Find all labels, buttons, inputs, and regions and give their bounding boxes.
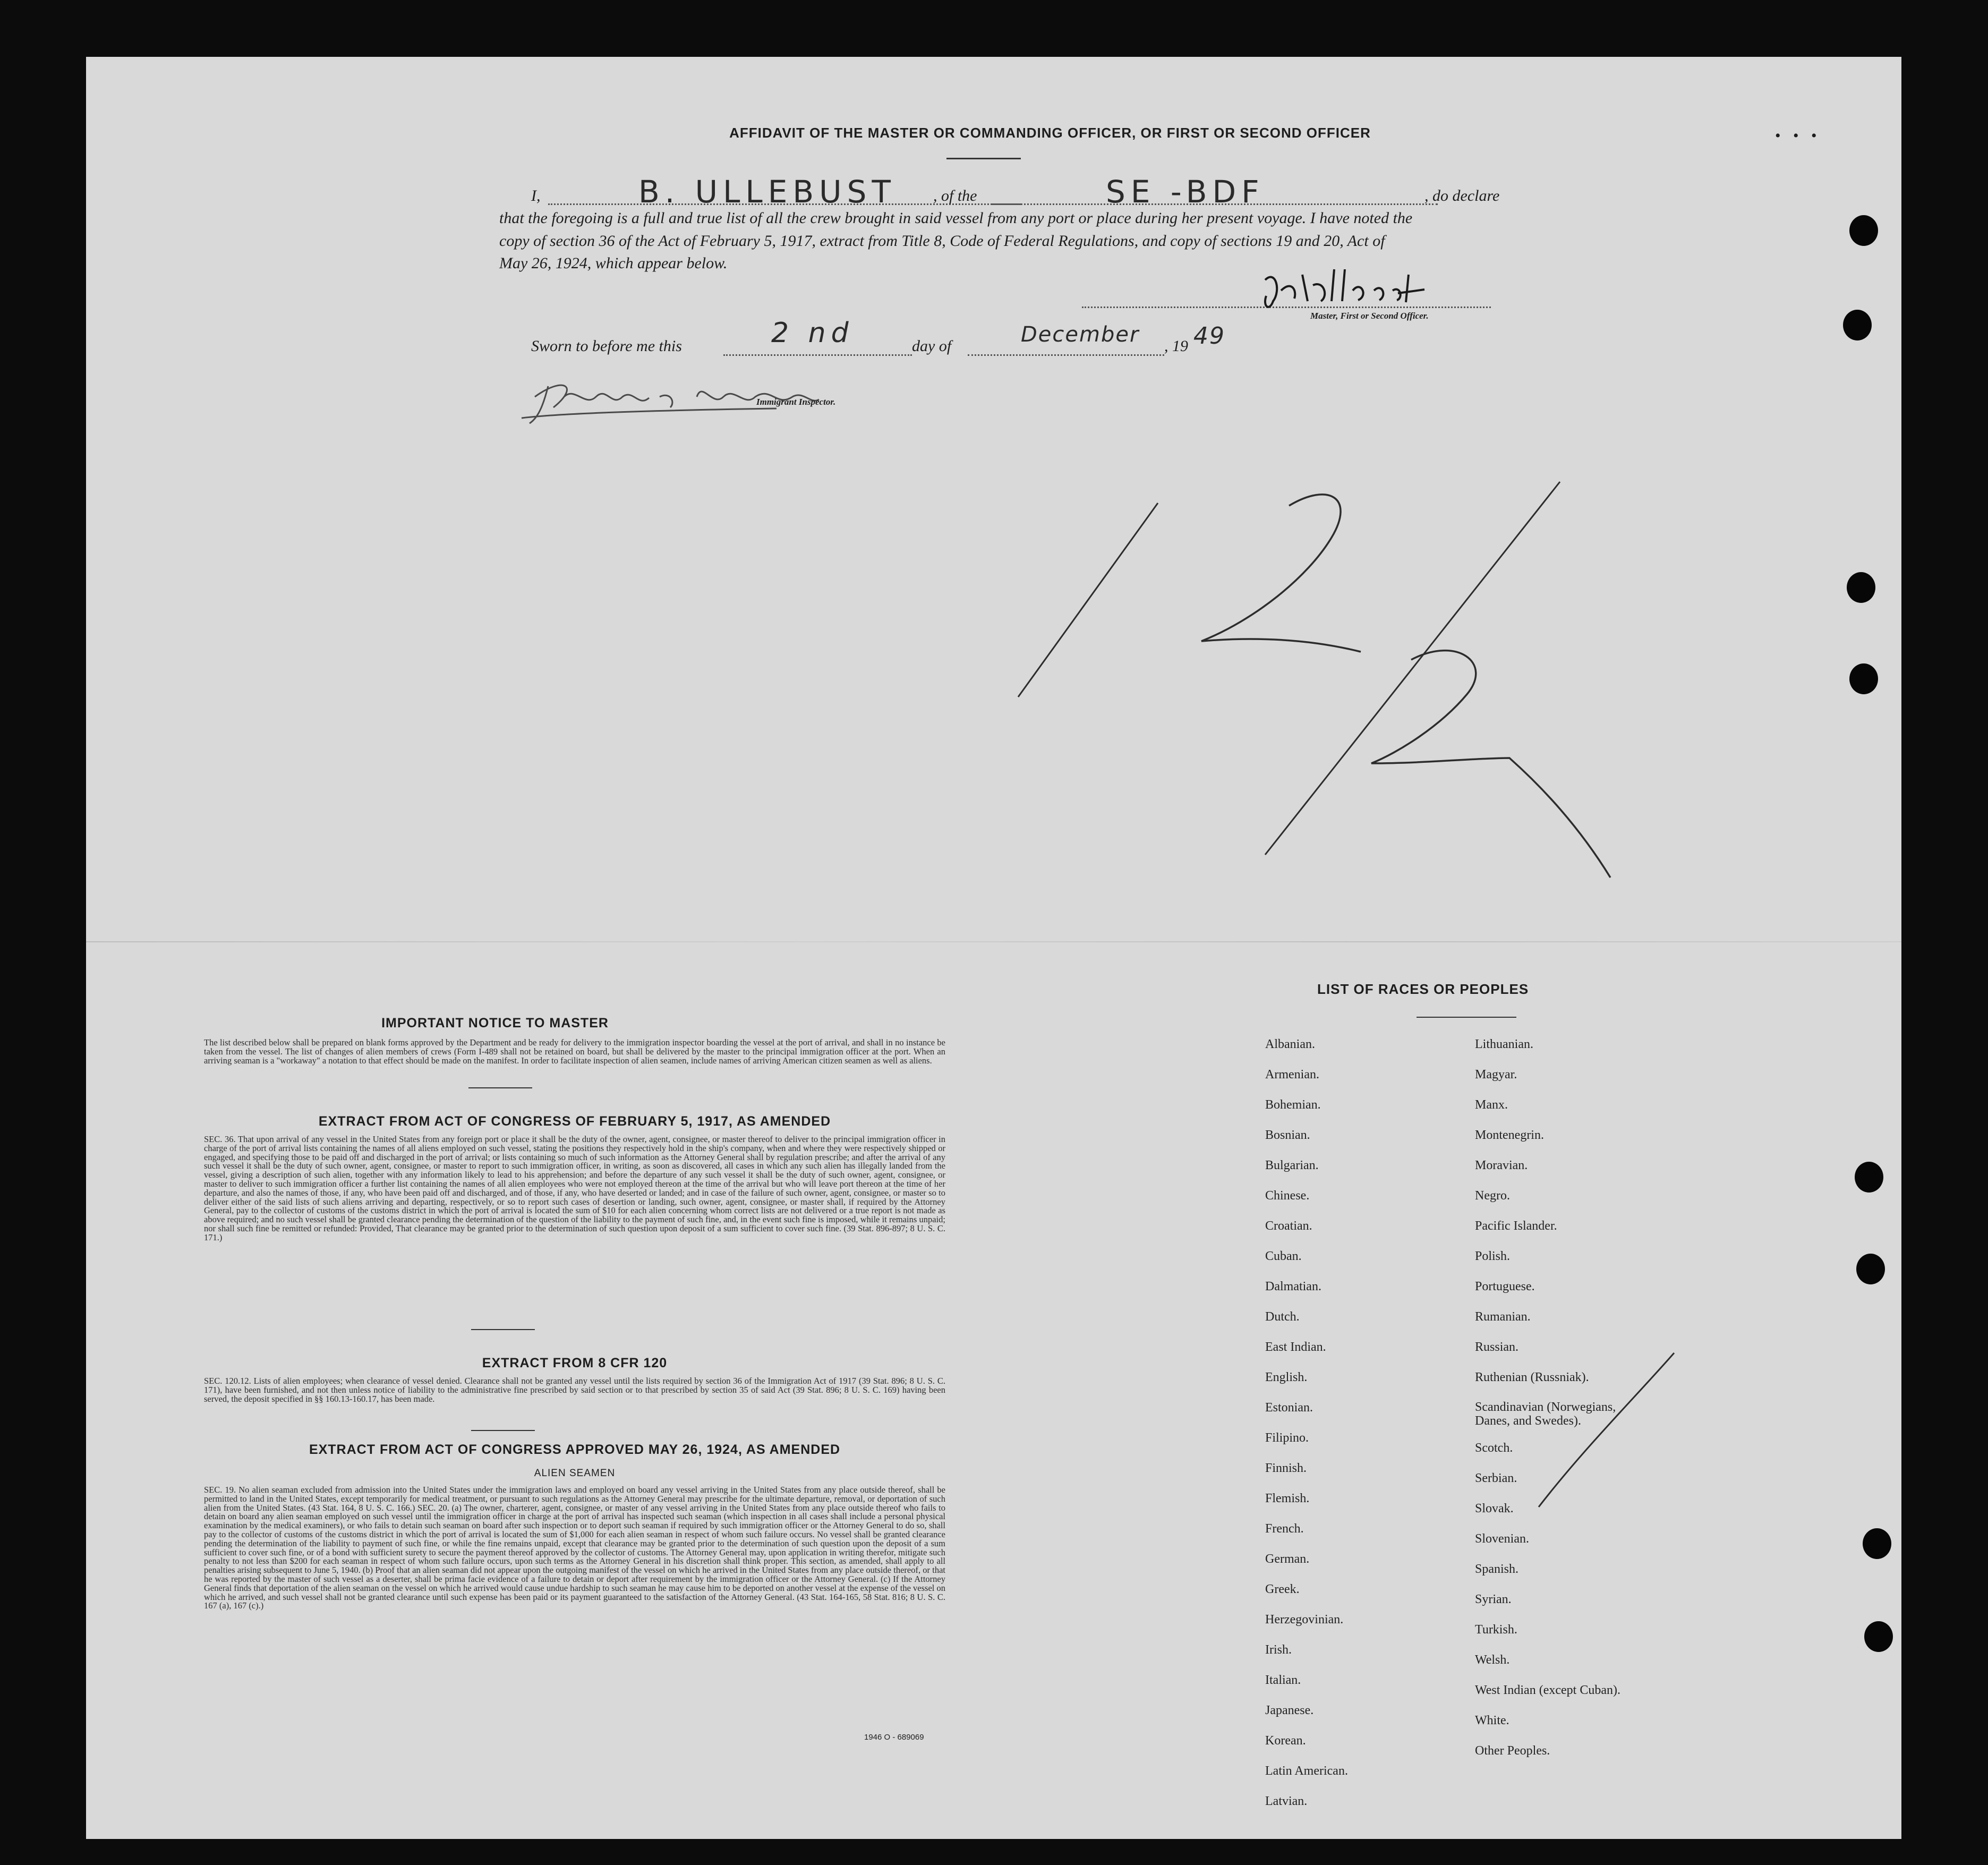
race-item: Italian.: [1265, 1673, 1301, 1687]
race-item: Scotch.: [1475, 1441, 1513, 1455]
race-item: West Indian (except Cuban).: [1475, 1683, 1620, 1697]
race-item: East Indian.: [1265, 1340, 1326, 1354]
race-item: Armenian.: [1265, 1068, 1319, 1081]
master-name: B. ULLEBUST: [638, 174, 896, 210]
races-rule: [1417, 1017, 1516, 1018]
inspector-caption: Immigrant Inspector.: [756, 397, 836, 407]
race-item: Russian.: [1475, 1340, 1519, 1354]
race-item: Manx.: [1475, 1098, 1508, 1112]
extract-1924-title: EXTRACT FROM ACT OF CONGRESS APPROVED MAY 26, 1924, AS AMENDED: [309, 1442, 841, 1457]
race-item: Portuguese.: [1475, 1280, 1535, 1293]
notice-text: The list described below shall be prepared on blank forms approved by the Department and be ready for delivery to the immigration inspector boarding the vessel at the port of arrival, and shall in no instance be taken from the vessel. The list of changes of alien members of crews (Form I-489 shall not be retained on board, but shall be delivered by the master to the principal immigration officer at the port. When an arriving seaman is a "workaway" a notation to that effect should be made on the manifest. In order to facilitate inspection of alien seamen, include names of arriving American citizen seamen as well as aliens.: [204, 1037, 945, 1066]
race-item: Bulgarian.: [1265, 1159, 1319, 1172]
do-declare-label: , do declare: [1424, 187, 1500, 205]
extract-1924-subtitle: ALIEN SEAMEN: [534, 1468, 616, 1479]
race-item: Pacific Islander.: [1475, 1219, 1557, 1233]
race-item: Welsh.: [1475, 1653, 1510, 1667]
race-item: Cuban.: [1265, 1249, 1302, 1263]
race-item: Bosnian.: [1265, 1128, 1310, 1142]
race-item: White.: [1475, 1714, 1509, 1727]
extract-1917-title: EXTRACT FROM ACT OF CONGRESS OF FEBRUARY 5, 1917, AS AMENDED: [318, 1114, 831, 1129]
race-item: Chinese.: [1265, 1189, 1310, 1203]
race-item: Magyar.: [1475, 1068, 1517, 1081]
race-item: Korean.: [1265, 1734, 1306, 1748]
race-item: Croatian.: [1265, 1219, 1312, 1233]
race-item: English.: [1265, 1370, 1308, 1384]
day-of-label: day of: [912, 337, 952, 355]
notice-title: IMPORTANT NOTICE TO MASTER: [381, 1016, 609, 1031]
race-item: Latvian.: [1265, 1794, 1308, 1808]
of-the-label: , of the: [933, 187, 977, 205]
race-item: Herzegovinian.: [1265, 1613, 1344, 1626]
i-label: I,: [531, 187, 541, 205]
race-item: Negro.: [1475, 1189, 1510, 1203]
race-item: Filipino.: [1265, 1431, 1309, 1445]
extract-1924-text: SEC. 19. No alien seaman excluded from admission into the United States under the immigration laws and employed on board any vessel arriving in the United States from any place outside thereof, shall be permitted to land in the United States, except temporarily for medical treatment, or pursuant to such regulations as the Attorney General may prescribe for the ultimate departure, removal, or deportation of such alien from the United States. (43 Stat. 164, 8 U. S. C. 166.) SEC. 20. (a) The owner, charterer, agent, consignee, or master of any vessel arriving in the United States from any place outside thereof who fails to detain on board any alien seaman employed on such vessel until the immigration officer in charge at the port of arrival has inspected such seaman (which inspection in all cases shall include a personal physical examination by the medical examiners), or who fails to detain such seaman on board after such inspection or to deport such seaman if required by such immigration officer or the Attorney General to do so, shall pay to the collector of customs of the customs district in which the port of arrival is located the sum of $1,000 for each alien seaman in respect of whom such failure occurs. No vessel shall be granted clearance pending the determination of the liability to payment of such fine, or while the fine remains unpaid, except that clearance may be granted prior to the determination of such question upon the deposit of a sum sufficient to cover such fine, or of a bond with sufficient surety to secure the payment thereof approved by the collector of customs. The Attorney General may, upon application in writing therefor, mitigate such penalty to not less than $200 for each seaman in respect of whom such failure occurs, upon such terms as the Attorney General in his discretion shall think proper. This section, as amended, shall apply to all penalties arising subsequent to June 5, 1940. (b) Proof that an alien seaman did not appear upon the outgoing manifest of the vessel on which he arrived in the United States from any place outside thereof, or that he was reported by the master of such vessel as a deserter, shall be prima facie evidence of a failure to detain or deport after requirement by the immigration officer or the Attorney General. (c) If the Attorney General finds that deportation of the alien seaman on the vessel on which he arrived would cause undue hardship to such seaman he may cause him to be deported on another vessel at the expense of the vessel on which he arrived, and such vessel shall not be granted clearance until such expense has been paid or its payment guaranteed to the satisfaction of the Attorney General. (43 Stat. 164-165, 58 Stat. 816; 8 U. S. C. 167 (a), 167 (c).): [204, 1485, 945, 1611]
race-item: German.: [1265, 1552, 1310, 1566]
master-caption: Master, First or Second Officer.: [1310, 311, 1429, 321]
race-item: Bohemian.: [1265, 1098, 1321, 1112]
race-item: Slovenian.: [1475, 1532, 1529, 1546]
race-item: Dalmatian.: [1265, 1280, 1321, 1293]
document-page: [86, 57, 1901, 1839]
declaration-line-3: copy of section 36 of the Act of February 5, 1917, extract from Title 8, Code of Federal Regulations, and copy of sections 19 and 20, Act of: [499, 232, 1385, 250]
section-rule: [471, 1329, 535, 1330]
section-rule: [468, 1087, 532, 1088]
race-item: Moravian.: [1475, 1159, 1528, 1172]
race-item: Ruthenian (Russniak).: [1475, 1370, 1589, 1384]
races-title: LIST OF RACES OR PEOPLES: [1317, 981, 1529, 997]
sworn-year: 49: [1193, 322, 1225, 350]
race-item: French.: [1265, 1522, 1304, 1536]
race-item: Greek.: [1265, 1582, 1300, 1596]
race-item: Serbian.: [1475, 1471, 1517, 1485]
section-rule: [471, 1430, 535, 1431]
race-item: Montenegrin.: [1475, 1128, 1544, 1142]
extract-cfr-text: SEC. 120.12. Lists of alien employees; when clearance of vessel denied. Clearance shall not be granted any vessel until the lists required by section 36 of the Immigration Act of 1917 (39 Stat. 896; 8 U. S. C. 171), have been furnished, and not then unless notice of liability to the administrative fine prescribed by said section or to that prescribed by section 35 of said Act (39 Stat. 896; 8 U. S. C. 169) having been served, the deposit specified in §§ 160.13-160.17, has been made.: [204, 1376, 945, 1404]
race-item: Polish.: [1475, 1249, 1511, 1263]
print-code: 1946 O - 689069: [864, 1733, 924, 1742]
race-item: Other Peoples.: [1475, 1744, 1550, 1758]
race-item: Turkish.: [1475, 1623, 1517, 1637]
vessel-name: SE -BDF: [1106, 174, 1265, 210]
sworn-day: 2 nd: [771, 317, 854, 349]
race-item: Rumanian.: [1475, 1310, 1531, 1324]
race-item: Dutch.: [1265, 1310, 1300, 1324]
declaration-line-2: that the foregoing is a full and true list of all the crew brought in said vessel from any port or place during her present voyage. I have noted the: [499, 209, 1413, 227]
race-item: Spanish.: [1475, 1562, 1519, 1576]
race-item: Estonian.: [1265, 1401, 1313, 1415]
race-item: Slovak.: [1475, 1502, 1514, 1515]
race-item: Scandinavian (Norwegians, Danes, and Swedes).: [1475, 1400, 1616, 1428]
race-item: Syrian.: [1475, 1593, 1512, 1606]
race-item: Japanese.: [1265, 1704, 1314, 1717]
race-item: Albanian.: [1265, 1037, 1315, 1051]
year-prefix: , 19: [1164, 337, 1188, 355]
sworn-month: December: [1021, 322, 1140, 347]
race-item: Latin American.: [1265, 1764, 1348, 1778]
sworn-label: Sworn to before me this: [531, 337, 682, 355]
race-item: Finnish.: [1265, 1461, 1307, 1475]
declaration-line-4: May 26, 1924, which appear below.: [499, 254, 728, 272]
extract-cfr-title: EXTRACT FROM 8 CFR 120: [482, 1356, 668, 1370]
race-item: Lithuanian.: [1475, 1037, 1533, 1051]
race-item: Flemish.: [1265, 1492, 1310, 1505]
affidavit-title: AFFIDAVIT OF THE MASTER OR COMMANDING OFFICER, OR FIRST OR SECOND OFFICER: [729, 125, 1371, 141]
corner-marks: • • •: [1775, 127, 1821, 144]
race-item: Irish.: [1265, 1643, 1292, 1657]
extract-1917-text: SEC. 36. That upon arrival of any vessel in the United States from any foreign port or place it shall be the duty of the owner, agent, consignee, or master thereof to deliver to the principal immigration officer in charge of the port of arrival lists containing the names of all aliens employed on such vessel, stating the positions they respectively hold in the ship's company, when and where they were respectively shipped or engaged, and specifying those to be paid off and discharged in the port of arrival; or lists containing so much of such information as the Attorney General shall by regulation prescribe; and after the arrival of any such vessel it shall be the duty of such owner, agent, consignee, or master to report to such immigration officer, in writing, as soon as discovered, all cases in which any such alien has illegally landed from the vessel, giving a description of such alien, together with any information likely to lead to his apprehension; and before the departure of any such vessel it shall be the duty of such owner, agent, consignee, or master to deliver to such immigration officer a further list containing the names of all alien employees who were not employed thereon at the time of the arrival but who will leave port thereon at the time of her departure, and also the names of those, if any, who have been paid off and discharged, and of those, if any, who have deserted or landed; and in case of the failure of such owner, agent, consignee, or master so to deliver either of the said lists of such aliens arriving and departing, respectively, or so to report such cases of desertion or landing, such owner, agent, consignee, or master shall, if required by the Attorney General, pay to the collector of customs of the customs district in which the port of arrival is located the sum of $10 for each alien concerning whom correct lists are not delivered or a true report is not made as above required; and no such vessel shall be granted clearance pending the determination of the question of the liability to the payment of such fine, and, in the event such fine is imposed, while it remains unpaid; nor shall such fine be remitted or refunded: Provided, That clearance may be granted prior to the determination of such question upon deposit of a sum sufficient to cover such fine. (39 Stat. 896-897; 8 U. S. C. 171.): [204, 1134, 945, 1242]
